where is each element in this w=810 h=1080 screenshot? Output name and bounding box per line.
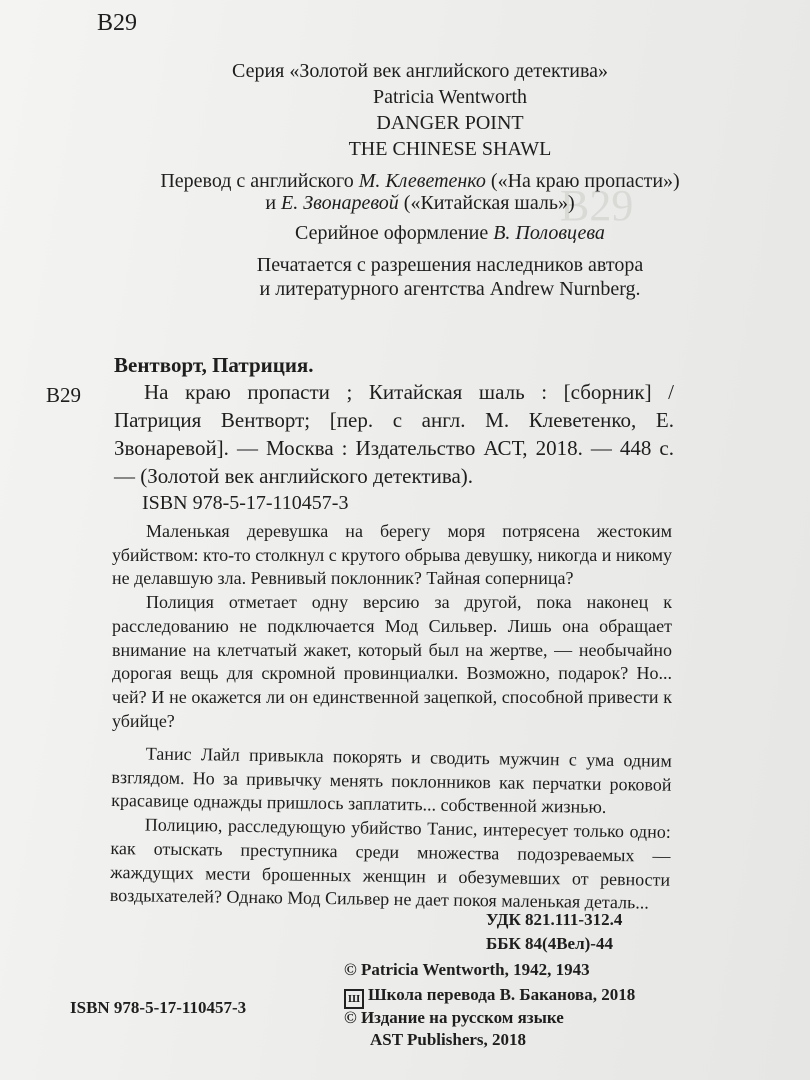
library-code: В29 [46,383,82,407]
original-title-2: THE CHINESE SHAWL [348,138,552,160]
annotation-paragraph-3: Танис Лайл привыкла покорять и сводить мужчин с ума одним взглядом. Но за привычку менять поклонников как перчатки роковой красавице однажды пришлось заплатить... собственной жизнью. [111,743,672,818]
isbn-footer: ISBN 978-5-17-110457-3 [70,998,247,1017]
design-line [0,222,810,245]
series-line: Серия «Золотой век английского детектива» [232,60,608,82]
translation-title-1: («На краю пропасти») [485,170,680,192]
design-prefix: Серийное оформление [295,222,494,244]
show-through-text: В29 [560,181,634,230]
bibliographic-author: Вентворт, Патриция. [114,353,314,377]
udk-code: УДК 821.111-312.4 [486,910,623,929]
annotation-paragraph-1: Маленькая деревушка на берегу моря потрясена жестоким убийством: кто-то столкнул с крутого обрыва девушку, никогда и никому не делавшую зла. Ревнивый поклонник? Тайная соперница? [112,521,672,589]
copyright-edition: © Издание на русском языке [344,1008,564,1027]
permission-line-1: Печатается с разрешения наследников автора [256,254,644,276]
permission-line-2: и литературного агентства Andrew Nurnberg. [259,278,641,300]
catalog-code: В29 [97,10,138,36]
bibliographic-description: На краю пропасти ; Китайская шаль : [сборник] / Патриция Вентворт; [пер. с англ. М. Клеветенко, Е. Звонаревой]. — Москва : Издательство АСТ, 2018. — 448 с. — (Золотой век английского детектива). [114,380,674,488]
isbn-main: ISBN 978-5-17-110457-3 [142,492,349,514]
copyright-translation [344,985,635,1009]
translator-1: М. Клеветенко [358,170,486,192]
translation-line-2 [0,192,810,215]
copyright-publisher: AST Publishers, 2018 [370,1030,527,1049]
translator-2: Е. Звонаревой [281,192,399,214]
translation-prefix: Перевод с английского [160,170,359,192]
original-title-1: DANGER POINT [376,112,524,134]
publisher-logo-icon: Ш [344,989,364,1009]
copyright-translation-text: Школа перевода В. Баканова, 2018 [368,985,636,1004]
translation-line-1 [0,170,810,193]
annotation-paragraph-4: Полицию, расследующую убийство Танис, интересует только одно: как отыскать преступника среди множества подозреваемых — жаждущих мести брошенных женщин и обезумевших от ревности воздыхателей? Однако Мод Сильвер не дает покоя маленькая деталь... [109,814,671,913]
annotation-paragraph-2: Полиция отметает одну версию за другой, пока наконец к расследованию не подключается Мод Сильвер. Лишь она обращает внимание на клетчатый жакет, который был на жертве, — необычайно дорогая вещь для скромной провинциалки. Возможно, подарок? Но... чей? И не окажется ли он единственной зацепкой, способной привести к убийце? [112,592,672,731]
original-author: Patricia Wentworth [372,86,528,108]
translation-title-2: («Китайская шаль») [398,192,575,214]
annotation-block-2 [110,742,672,916]
copyright-author: © Patricia Wentworth, 1942, 1943 [344,960,590,979]
designer: В. Половцева [493,222,605,244]
annotation-block-1 [112,520,672,733]
bbk-code: ББК 84(4Вел)-44 [486,934,613,953]
translation-and: и [265,192,282,214]
